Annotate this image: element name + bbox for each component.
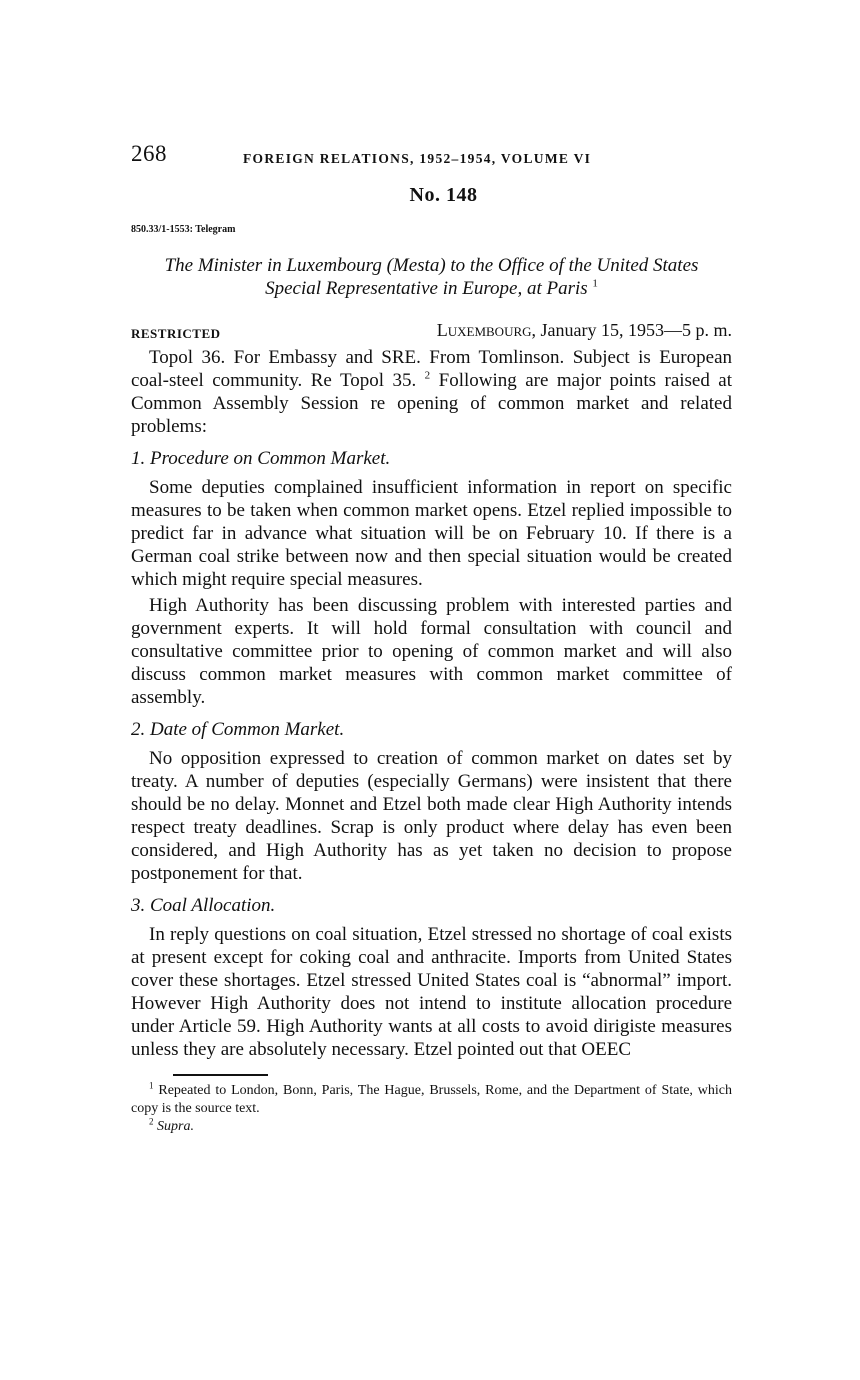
footnotes (131, 1079, 733, 1136)
section-1-paragraph-2: High Authority has been discussing problem with interested parties and government experts. It will hold formal consultation with council and consultative committee prior to opening of common market and will also discuss common market measures with common market committee of assembly. (131, 595, 732, 708)
section-3-paragraph-1: In reply questions on coal situation, Etzel stressed no shortage of coal exists at present except for coking coal and anthracite. Imports from United States cover these shortages. Etzel stressed United States coal is “abnormal” import. However High Authority does not intend to institute allocation procedure under Article 59. High Authority wants at all costs to avoid dirigiste measures unless they are absolutely necessary. Etzel pointed out that OEEC (131, 924, 732, 1060)
section-heading-coal-allocation: 3. Coal Allocation. (131, 895, 276, 916)
intro-paragraph (131, 346, 732, 438)
file-reference: 850.33/1-1553: Telegram (131, 224, 236, 235)
dateline-place: Luxembourg (436, 320, 532, 340)
section-heading-procedure: 1. Procedure on Common Market. (131, 448, 391, 469)
footnote-2-mark: 2 (149, 1115, 154, 1126)
classification-label: RESTRICTED (131, 326, 221, 341)
document-page (131, 138, 732, 1136)
section-2-paragraph-1: No opposition expressed to creation of common market on dates set by treaty. A number of deputies (especially Germans) were insistent that there should be no delay. Monnet and Etzel both made clear High Authority intends respect treaty deadlines. Scrap is only product where delay has even been considered, and High Authority has as yet taken no decision to propose postponement for that. (131, 748, 732, 884)
dateline-row (131, 320, 732, 342)
dateline (437, 320, 732, 341)
section-1-paragraph-1: Some deputies complained insufficient information in report on specific measures to be taken when common market opens. Etzel replied impossible to predict far in advance what situation will be on February 10. If there is a German coal strike between now and then special situation would be created which might require special measures. (131, 477, 732, 590)
title-footnote-marker: 1 (592, 277, 598, 290)
footnote-1-mark: 1 (149, 1079, 154, 1090)
document-title (135, 254, 728, 300)
volume-title: FOREIGN RELATIONS, 1952–1954, VOLUME VI (243, 151, 592, 166)
footnote-1-text: Repeated to London, Bonn, Paris, The Hague, Brussels, Rome, and the Department of State, which copy is the source text. (131, 1082, 733, 1116)
page-number: 268 (131, 141, 167, 166)
running-head (131, 138, 732, 178)
document-title-text: The Minister in Luxembourg (Mesta) to the Office of the United States Special Representative in Europe, at Paris (164, 255, 699, 299)
intro-footnote-marker: 2 (424, 369, 431, 382)
footnote-2-text: Supra. (157, 1118, 194, 1134)
document-number: No. 148 (409, 184, 478, 206)
footnote-1 (131, 1079, 733, 1118)
footnote-2 (131, 1115, 732, 1136)
footnote-divider (173, 1074, 268, 1076)
section-heading-date: 2. Date of Common Market. (131, 719, 345, 740)
dateline-date: , January 15, 1953—5 p. m. (531, 320, 732, 340)
intro-text-rest: Following are major points raised at Common Assembly Session re opening of common market and related problems: (131, 370, 733, 437)
intro-text: Topol 36. For Embassy and SRE. From Tomlinson. Subject is European coal-steel community. Re Topol 35. (131, 347, 732, 391)
